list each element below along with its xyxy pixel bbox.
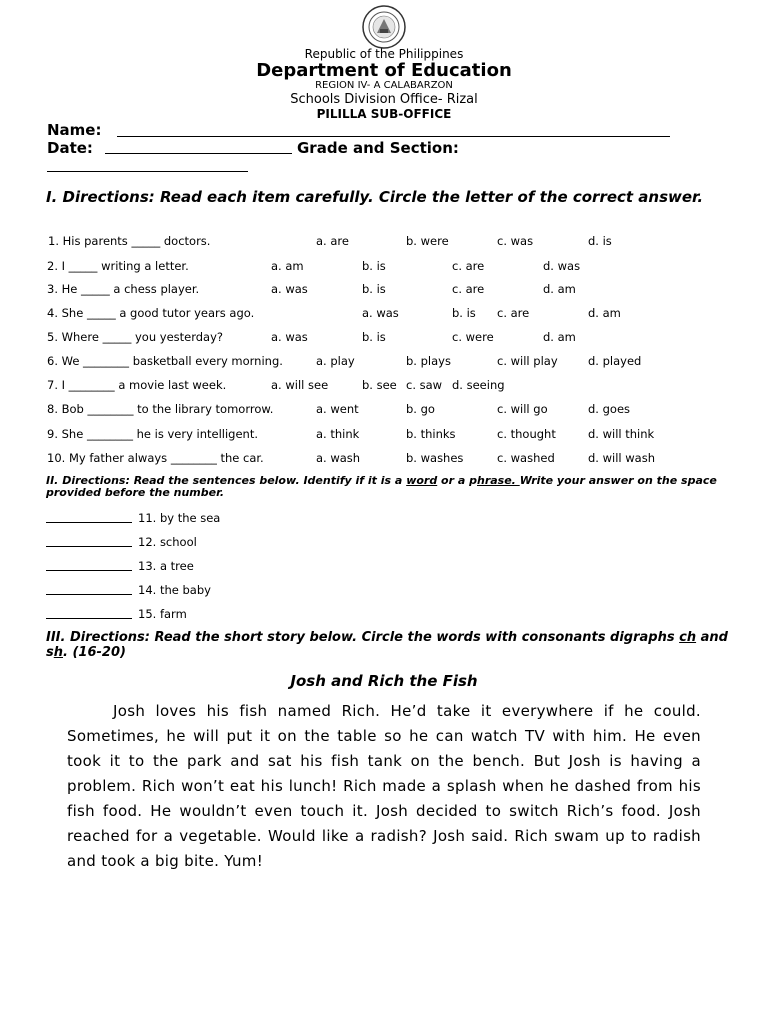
part3-directions [46,630,736,660]
choice-a[interactable]: a. think [316,427,360,441]
choice-b[interactable]: b. is [362,282,386,296]
choice-c[interactable]: c. thought [497,427,556,441]
answer-blank[interactable] [46,556,132,571]
choice-c[interactable]: c. are [452,282,485,296]
list-item: 15. farm [138,607,187,621]
choice-a[interactable]: a. wash [316,451,361,465]
choice-b[interactable]: b. washes [406,451,464,465]
list-item: 14. the baby [138,583,211,597]
choice-a[interactable]: a. was [271,330,308,344]
choice-b[interactable]: b. is [362,330,386,344]
list-item: 13. a tree [138,559,194,573]
sub-office-heading: PILILLA SUB-OFFICE [316,107,452,121]
choice-d[interactable]: d. is [588,234,612,248]
choice-b[interactable]: b. is [452,306,476,320]
story-title: Josh and Rich the Fish [290,672,478,690]
choice-d[interactable]: d. played [588,354,642,368]
republic-heading: Republic of the Philippines [304,47,464,61]
part3-directions-text: III. Directions: Read the short story below. Circle the words with consonants digraphs [46,630,680,645]
part2-directions-text: II. Directions: Read the sentences below. Identify if it is a [46,474,407,487]
answer-blank[interactable] [46,580,132,595]
choice-c[interactable]: c. will go [497,402,548,416]
story-text: Josh loves his fish named Rich. He’d take it everywhere if he could. Sometimes, he will put it on the table so he can watch TV with him. He even took it to the park and sat his fish tank on the bench. But Josh is having a problem. Rich won’t eat his lunch! Rich made a splash when he dashed from his fish food. He wouldn’t even touch it. Josh decided to switch Rich’s food. Josh reached for a vegetable. Would like a radish? Josh said. Rich swam up to radish and took a big bite. Yum! [67,702,701,870]
choice-b[interactable]: b. is [362,259,386,273]
question-text: 9. She ________ he is very intelligent. [47,427,259,441]
choice-b[interactable]: b. thinks [406,427,456,441]
choice-c[interactable]: c. were [452,330,494,344]
choice-a[interactable]: a. are [316,234,349,248]
question-text: 2. I _____ writing a letter. [47,259,189,273]
deped-seal-icon [351,5,417,49]
question-text: 4. She _____ a good tutor years ago. [47,306,255,320]
choice-c[interactable]: c. are [452,259,485,273]
part3-directions-text: . (16-20) [63,645,126,660]
name-label: Name: [47,121,102,139]
question-text: 6. We ________ basketball every morning. [47,354,283,368]
question-text: 7. I ________ a movie last week. [47,378,227,392]
digraph-ch: ch [679,630,697,645]
name-field[interactable] [117,122,670,137]
question-text: 3. He _____ a chess player. [47,282,200,296]
part1-directions: I. Directions: Read each item carefully. Circle the letter of the correct answer. [46,188,704,206]
choice-d[interactable]: d. seeing [452,378,505,392]
choice-d[interactable]: d. am [543,330,576,344]
choice-b[interactable]: b. were [406,234,449,248]
choice-b[interactable]: b. plays [406,354,451,368]
question-text: 1. His parents _____ doctors. [48,234,211,248]
choice-c[interactable]: c. saw [406,378,443,392]
choice-a[interactable]: a. was [362,306,399,320]
question-text: 10. My father always ________ the car. [47,451,264,465]
answer-blank[interactable] [46,508,132,523]
list-item: 11. by the sea [138,511,221,525]
date-label: Date: [47,139,93,157]
choice-a[interactable]: a. will see [271,378,329,392]
choice-c[interactable]: c. was [497,234,534,248]
digraph-sh-h: h [53,645,64,660]
choice-a[interactable]: a. play [316,354,355,368]
choice-d[interactable]: d. goes [588,402,631,416]
answer-blank[interactable] [46,532,132,547]
part3-directions-text: and s [46,630,728,660]
part2-directions-text: or a p [437,474,477,487]
choice-d[interactable]: d. am [588,306,621,320]
choice-d[interactable]: d. was [543,259,581,273]
grade-section-label: Grade and Section: [297,139,459,157]
choice-a[interactable]: a. went [316,402,359,416]
date-field[interactable] [105,139,292,154]
choice-b[interactable]: b. go [406,402,435,416]
region-heading: REGION IV- A CALABARZON [315,80,453,91]
part2-directions-text: Write your answer on the space provided before the number. [46,474,717,499]
department-heading: Department of Education [256,60,512,81]
division-heading: Schools Division Office- Rizal [290,92,478,107]
choice-c[interactable]: c. washed [497,451,555,465]
choice-d[interactable]: d. will wash [588,451,655,465]
part2-directions [46,475,736,499]
choice-d[interactable]: d. am [543,282,576,296]
choice-a[interactable]: a. was [271,282,308,296]
choice-a[interactable]: a. am [271,259,304,273]
choice-d[interactable]: d. will think [588,427,655,441]
choice-b[interactable]: b. see [362,378,397,392]
question-text: 8. Bob ________ to the library tomorrow. [47,402,274,416]
part2-phrase-term: hrase. [477,474,520,487]
list-item: 12. school [138,535,197,549]
answer-blank[interactable] [46,604,132,619]
question-text: 5. Where _____ you yesterday? [47,330,223,344]
choice-c[interactable]: c. are [497,306,530,320]
choice-c[interactable]: c. will play [497,354,558,368]
grade-section-field[interactable] [47,157,248,172]
part2-word-term: word [406,474,438,487]
